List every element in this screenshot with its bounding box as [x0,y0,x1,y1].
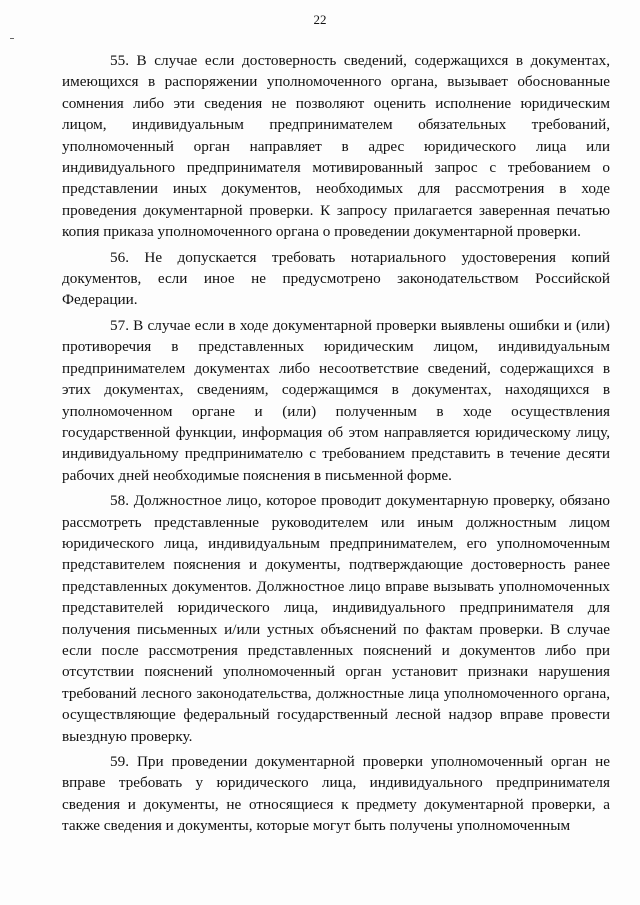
paragraph-55: 55. В случае если достоверность сведений, содержащихся в документах, имеющихся в распоряжении уполномоченного органа, вызывает обоснованные сомнения либо эти сведения не позволяют оценить исполнение юридическим лицом, индивидуальным предпринимателем обязательных требований, уполномоченный орган направляет в адрес юридического лица или индивидуального предпринимателя мотивированный запрос с требованием о представлении иных документов, необходимых для рассмотрения в ходе проведения документарной проверки. К запросу прилагается заверенная печатью копия приказа уполномоченного органа о проведении документарной проверки. [62,52,610,241]
document-body [62,50,610,841]
paragraph-58: 58. Должностное лицо, которое проводит документарную проверку, обязано рассмотреть представленные руководителем или иным должностным лицом юридического лица, индивидуальным предпринимателем, его уполномоченным представителем пояснения и документы, подтверждающие достоверность ранее представленных документов. Должностное лицо вправе вызывать уполномоченных представителей юридического лица, индивидуального предпринимателя для получения письменных и/или устных объяснений по фактам проверки. В случае если после рассмотрения представленных пояснений и документов либо при отсутствии пояснений уполномоченный орган установит признаки нарушения требований лесного законодательства, должностные лица уполномоченного органа, осуществляющие федеральный государственный лесной надзор вправе провести выездную проверку. [62,492,610,745]
page-number: 22 [313,12,327,27]
paragraph-57: 57. В случае если в ходе документарной проверки выявлены ошибки и (или) противоречия в представленных юридическим лицом, индивидуальным предпринимателем документах либо несоответствие сведений, содержащихся в этих документах, сведениям, содержащимся в документах, находящихся в уполномоченном органе и (или) полученным в ходе осуществления государственной функции, информация об этом направляется юридическому лицу, индивидуальному предпринимателю с требованием представить в течение десяти рабочих дней необходимые пояснения в письменной форме. [62,316,610,484]
paragraph-56: 56. Не допускается требовать нотариального удостоверения копий документов, если иное не предусмотрено законодательством Российской Федерации. [62,248,610,309]
paragraph-59: 59. При проведении документарной проверки уполномоченный орган не вправе требовать у юридического лица, индивидуального предпринимателя сведения и документы, не относящиеся к предмету документарной проверки, а также сведения и документы, которые могут быть получены уполномоченным [62,753,610,835]
margin-mark [10,38,14,39]
